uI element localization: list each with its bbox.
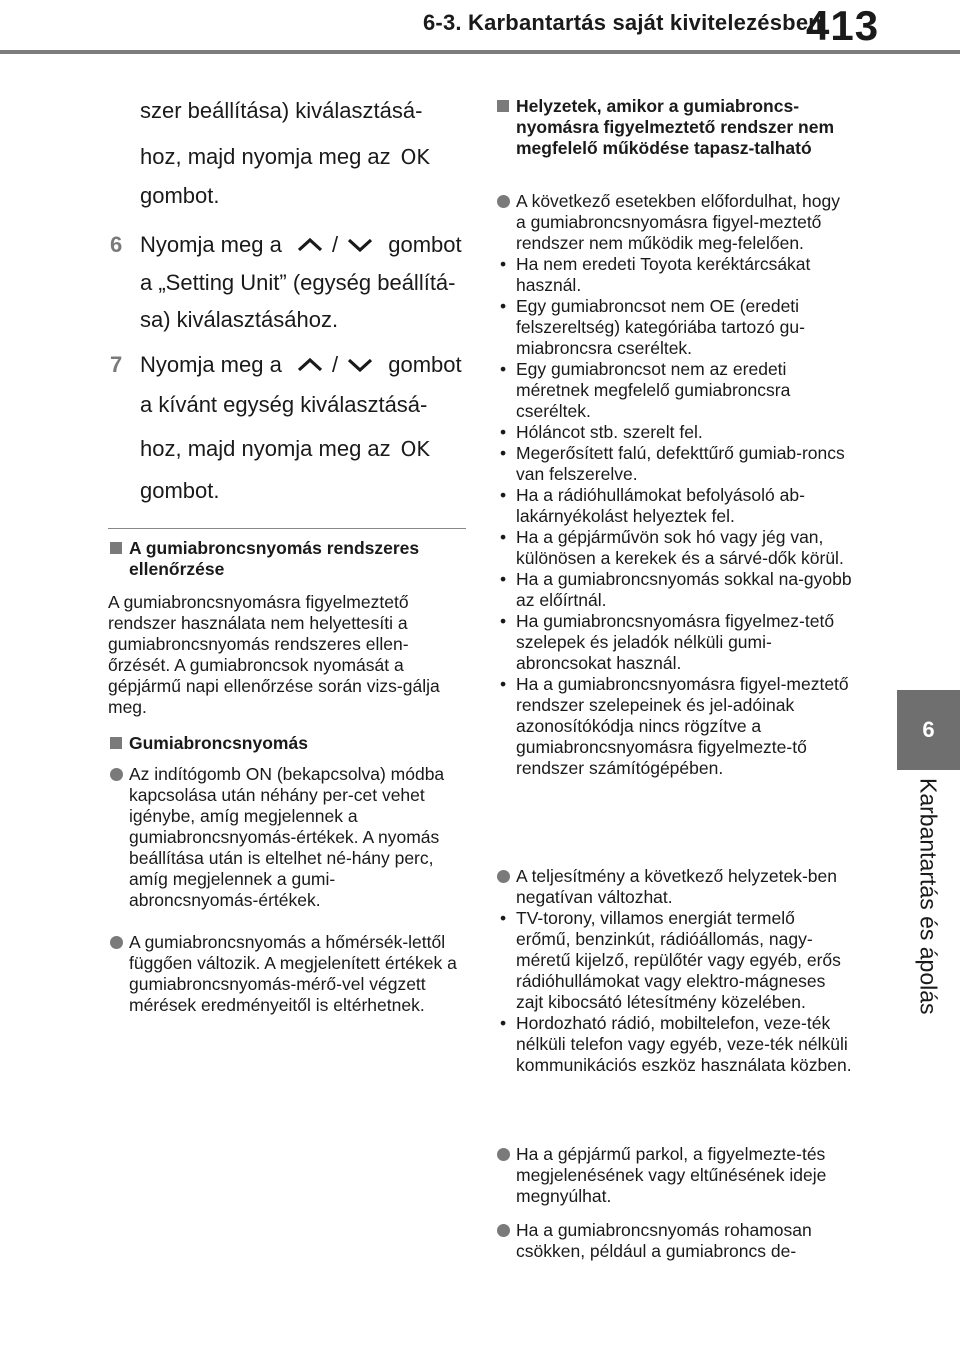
bullet-text: Ha a gumiabroncsnyomás rohamosan csökken, például a gumiabroncs de- (516, 1220, 812, 1261)
chapter-side-label: Karbantartás és ápolás (915, 778, 942, 1015)
list-item: • Hordozható rádió, mobiltelefon, veze-ték nélküli telefon vagy egyéb, veze-ték nélküli kommunikációs eszköz használata közben. (497, 1013, 854, 1076)
section-header-title: 6-3. Karbantartás saját kivitelezésben (423, 10, 822, 35)
chevron-down-icon (346, 233, 374, 259)
list-item: • Ha a gépjárművön sok hó vagy jég van, különösen a kerekek és a sárvé-dők körül. (497, 527, 854, 569)
bullet-item (110, 764, 462, 911)
step-7-line-1 (140, 352, 462, 379)
step-6-line-1 (140, 232, 462, 259)
list-item: • Egy gumiabroncsot nem az eredeti méretnek megfelelő gumiabroncsra cseréltek. (497, 359, 854, 422)
round-bullet-icon (497, 1148, 510, 1161)
bullet-text: A teljesítmény a következő helyzetek-ben negatívan változhat. (516, 866, 838, 907)
bullet-text: Ha a gépjármű parkol, a figyelmezte-tés megjelenésének vagy eltűnésének ideje megnyúlhat. (516, 1144, 827, 1206)
round-bullet-icon (110, 936, 123, 949)
header-rule (0, 50, 960, 54)
list-item: • Ha a gumiabroncsnyomásra figyel-meztető rendszer szelepeinek és jel-adóinak azonosítókódja nincs rögzítve a gumiabroncsnyomásra figyelmezte-tő rendszer számítógépében. (497, 674, 854, 779)
step-number: 6 (110, 232, 123, 257)
section-heading (497, 96, 847, 159)
section-divider (108, 528, 466, 529)
step-7-line-2: a kívánt egység kiválasztásá- (140, 392, 428, 417)
chapter-number: 6 (922, 717, 935, 742)
list-item: • Ha nem eredeti Toyota keréktárcsákat használ. (497, 254, 854, 296)
slash: / (331, 352, 339, 377)
section-heading (110, 538, 465, 580)
chevron-down-icon (346, 353, 374, 379)
section-heading-text: Helyzetek, amikor a gumiabroncs-nyomásra figyelmeztető rendszer nem megfelelő működése tapasz-talható (516, 96, 835, 158)
bullet-text: A gumiabroncsnyomás a hőmérsék-lettől függően változik. A megjelenített értékek a gumiabroncsnyomás-mérő-vel végzett mérések eredményeitől is eltérhetnek. (129, 932, 457, 1015)
continued-line-2-text: hoz, majd nyomja meg az (140, 144, 391, 169)
list-item: • Egy gumiabroncsot nem OE (eredeti felszereltség) kategóriába tartozó gu-miabroncsra cseréltek. (497, 296, 854, 359)
step-6-line-3: sa) kiválasztásához. (140, 307, 339, 332)
page-number: 413 (806, 2, 880, 49)
chevron-up-icon (296, 353, 324, 379)
list-item: • Megerősített falú, defekttűrő gumiab-roncs van felszerelve. (497, 443, 854, 485)
step-7-line-4: gombot. (140, 478, 220, 503)
step-7-line-3 (140, 436, 430, 462)
step-text: hoz, majd nyomja meg az (140, 436, 391, 461)
list-item: • Ha gumiabroncsnyomásra figyelmez-tető szelepek és jeladók nélküli gumi-abroncsokat használ. (497, 611, 854, 674)
continued-line-1: szer beállítása) kiválasztásá- (140, 98, 423, 123)
ok-button-label: OK (400, 145, 430, 169)
step-text: Nyomja meg a (140, 232, 282, 257)
continued-line-2 (140, 144, 430, 170)
bullet-text: Az indítógomb ON (bekapcsolva) módba kapcsolása után néhány per-cet vehet igénybe, amíg megjelennek a gumiabroncsnyomás-értékek. A nyomás beállítása után is eltelhet né-hány perc, amíg megjelennek a gumi-abroncsnyomás-értékek. (129, 764, 445, 910)
bullet-item (497, 1144, 854, 1207)
round-bullet-icon (497, 870, 510, 883)
chevron-up-icon (296, 233, 324, 259)
square-bullet-icon (110, 542, 122, 554)
bullet-text: A következő esetekben előfordulhat, hogy a gumiabroncsnyomásra figyel-meztető rendszer nem működik meg-felelően. (516, 191, 840, 253)
continued-line-3: gombot. (140, 183, 220, 208)
section-heading-text: A gumiabroncsnyomás rendszeres ellenőrzése (129, 538, 420, 579)
step-number: 7 (110, 352, 123, 377)
list-item: • Hóláncot stb. szerelt fel. (497, 422, 854, 443)
list-item: • TV-torony, villamos energiát termelő erőmű, benzinkút, rádióállomás, nagy-méretű kijelző, repülőtér vagy egyéb, erős rádióhullámokat vagy elektro-mágneses zajt kibocsátó létesítmény közelében. (497, 908, 854, 1013)
bullet-item (110, 932, 462, 1016)
chapter-tab (897, 690, 960, 770)
step-6-line-2: a „Setting Unit” (egység beállítá- (140, 270, 456, 295)
round-bullet-icon (497, 1224, 510, 1237)
step-text: Nyomja meg a (140, 352, 282, 377)
section-heading-text: Gumiabroncsnyomás (129, 733, 308, 753)
step-6 (110, 232, 470, 352)
bullet-item (497, 191, 854, 779)
bullet-item (497, 866, 854, 1076)
round-bullet-icon (110, 768, 123, 781)
ok-button-label: OK (400, 437, 430, 461)
section-heading (110, 733, 465, 754)
square-bullet-icon (497, 100, 509, 112)
bullet-item (497, 1220, 854, 1262)
list-item: • Ha a gumiabroncsnyomás sokkal na-gyobb az előírtnál. (497, 569, 854, 611)
step-7 (110, 352, 470, 512)
section-body: A gumiabroncsnyomásra figyelmeztető rendszer használata nem helyettesíti a gumiabroncsnyomás rendszeres ellen-őrzését. A gumiabroncsok nyomását a gépjármű napi ellenőrzése során vizs-gálja meg. (108, 592, 440, 717)
sub-list (497, 254, 854, 779)
step-text: gombot (388, 352, 462, 377)
sub-list (497, 908, 854, 1076)
square-bullet-icon (110, 737, 122, 749)
step-text: gombot (388, 232, 462, 257)
slash: / (331, 232, 339, 257)
round-bullet-icon (497, 195, 510, 208)
list-item: • Ha a rádióhullámokat befolyásoló ab-lakárnyékolást helyeztek fel. (497, 485, 854, 527)
